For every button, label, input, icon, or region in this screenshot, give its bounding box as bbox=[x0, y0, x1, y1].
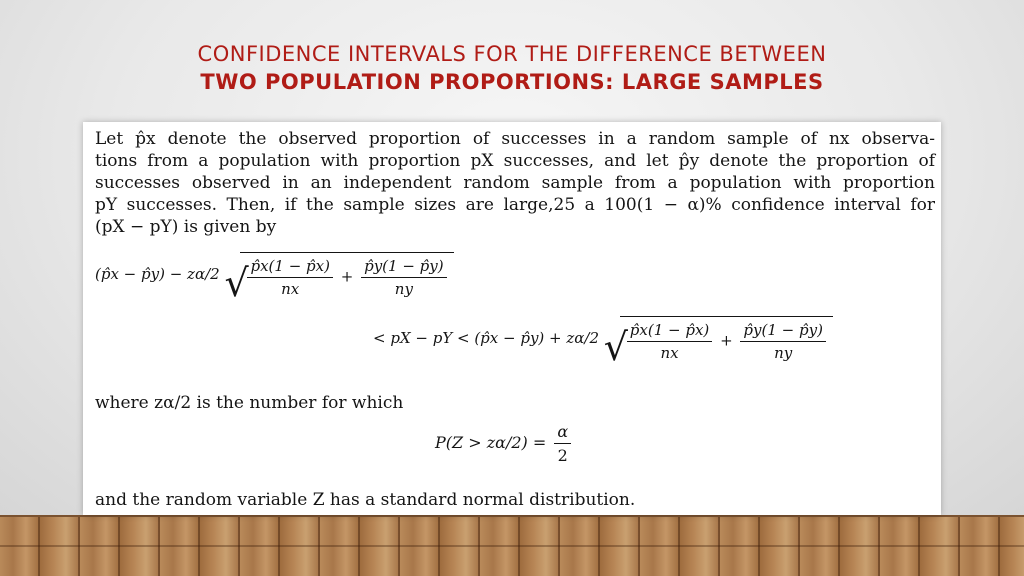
formula-upper-bound bbox=[373, 316, 833, 369]
probability-equation: P(Z > zα/2) = $\frac{\alpha}{2}$ bbox=[435, 422, 574, 465]
fraction: $\frac{p̂x(1 - p̂x)}{nx}$ bbox=[247, 257, 332, 298]
formula-lower-bound bbox=[95, 252, 454, 305]
paragraph-line: (pX − pY) is given by bbox=[95, 217, 277, 237]
where-text: where zα/2 is the number for which bbox=[95, 393, 404, 413]
title-line-1: CONFIDENCE INTERVALS FOR THE DIFFERENCE BETWEEN bbox=[197, 42, 827, 66]
paragraph-line: successes observed in an independent random sample from a population with proportion bbox=[95, 173, 935, 193]
title-line-2: TWO POPULATION PROPORTIONS: LARGE SAMPLES bbox=[200, 70, 824, 94]
fraction: $\frac{p̂y(1 - p̂y)}{ny}$ bbox=[361, 257, 447, 298]
formula-middle-term: < pX − pY < (p̂x − p̂y) + zα/2 bbox=[373, 329, 600, 347]
definition-paragraph bbox=[95, 128, 935, 238]
wood-floor bbox=[0, 515, 1024, 576]
square-root: √ $\frac{p̂x(1 - p̂x)}{nx}$ + $\frac{p̂y(1 - p̂y)}{ny}$ bbox=[224, 252, 453, 298]
fraction: $\frac{p̂x(1 - p̂x)}{nx}$ bbox=[627, 321, 712, 362]
fraction: $\frac{p̂y(1 - p̂y)}{ny}$ bbox=[740, 321, 826, 362]
paragraph-line: Let p̂x denote the observed proportion of successes in a random sample of nx observa- bbox=[95, 129, 935, 149]
square-root: √ $\frac{p̂x(1 - p̂x)}{nx}$ + $\frac{p̂y(1 - p̂y)}{ny}$ bbox=[604, 316, 833, 362]
content-image bbox=[83, 122, 941, 515]
slide-title bbox=[0, 40, 1024, 96]
formula-left-term: (p̂x − p̂y) − zα/2 bbox=[95, 265, 220, 283]
alpha-over-two: $\frac{\alpha}{2}$ bbox=[554, 422, 571, 465]
paragraph-line: tions from a population with proportion pX successes, and let p̂y denote the proportion of bbox=[95, 151, 935, 171]
final-text: and the random variable Z has a standard normal distribution. bbox=[95, 490, 636, 510]
radical-sign: √ bbox=[603, 325, 629, 369]
radical-sign: √ bbox=[224, 261, 249, 305]
paragraph-line: pY successes. Then, if the sample sizes are large,25 a 100(1 − α)% confidence interval for bbox=[95, 195, 935, 215]
